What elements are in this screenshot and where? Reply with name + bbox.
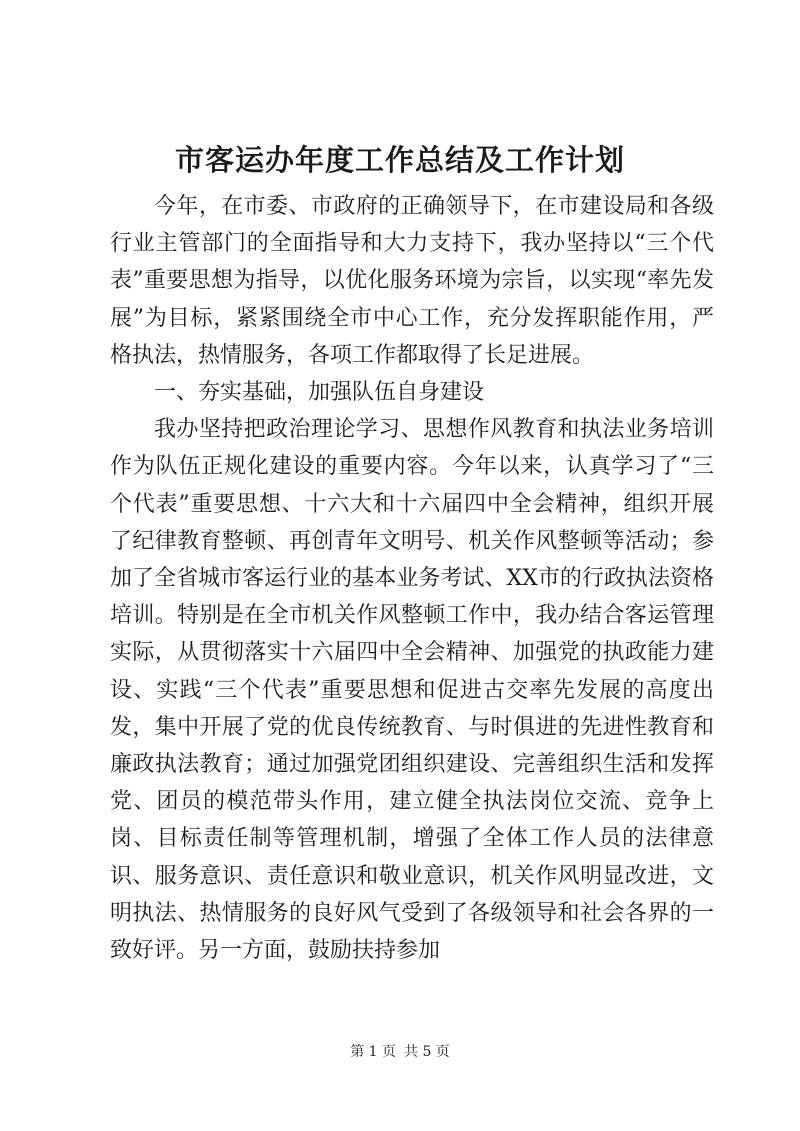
page-footer: [0, 1042, 800, 1062]
page-total: 共 5 页: [404, 1044, 450, 1060]
document-body: [110, 188, 714, 969]
document-title: 市客运办年度工作总结及工作计划: [174, 143, 625, 177]
paragraph-intro: 今年，在市委、市政府的正确领导下，在市建设局和各级行业主管部门的全面指导和大力支持下，我办坚持以“三个代表”重要思想为指导，以优化服务环境为宗旨，以实现“率先发展”为目标，紧紧围绕全市中心工作，充分发挥职能作用，严格执法，热情服务，各项工作都取得了长足进展。: [110, 194, 714, 368]
page-number: 第 1 页: [350, 1044, 396, 1060]
section-heading: 一、夯实基础，加强队伍自身建设: [154, 380, 485, 406]
paragraph-section-one: 我办坚持把政治理论学习、思想作风教育和执法业务培训作为队伍正规化建设的重要内容。今年以来，认真学习了“三个代表”重要思想、十六大和十六届四中全会精神，组织开展了纪律教育整顿、再创青年文明号、机关作风整顿等活动；参加了全省城市客运行业的基本业务考试、XX市的行政执法资格培训。特别是在全市机关作风整顿工作中，我办结合客运管理实际，从贯彻落实十六届四中全会精神、加强党的执政能力建设、实践“三个代表”重要思想和促进古交率先发展的高度出发，集中开展了党的优良传统教育、与时俱进的先进性教育和廉政执法教育；通过加强党团组织建设、完善组织生活和发挥党、团员的模范带头作用，建立健全执法岗位交流、竞争上岗、目标责任制等管理机制，增强了全体工作人员的法律意识、服务意识、责任意识和敬业意识，机关作风明显改进，文明执法、热情服务的良好风气受到了各级领导和社会各界的一致好评。另一方面，鼓励扶持参加: [110, 417, 714, 964]
